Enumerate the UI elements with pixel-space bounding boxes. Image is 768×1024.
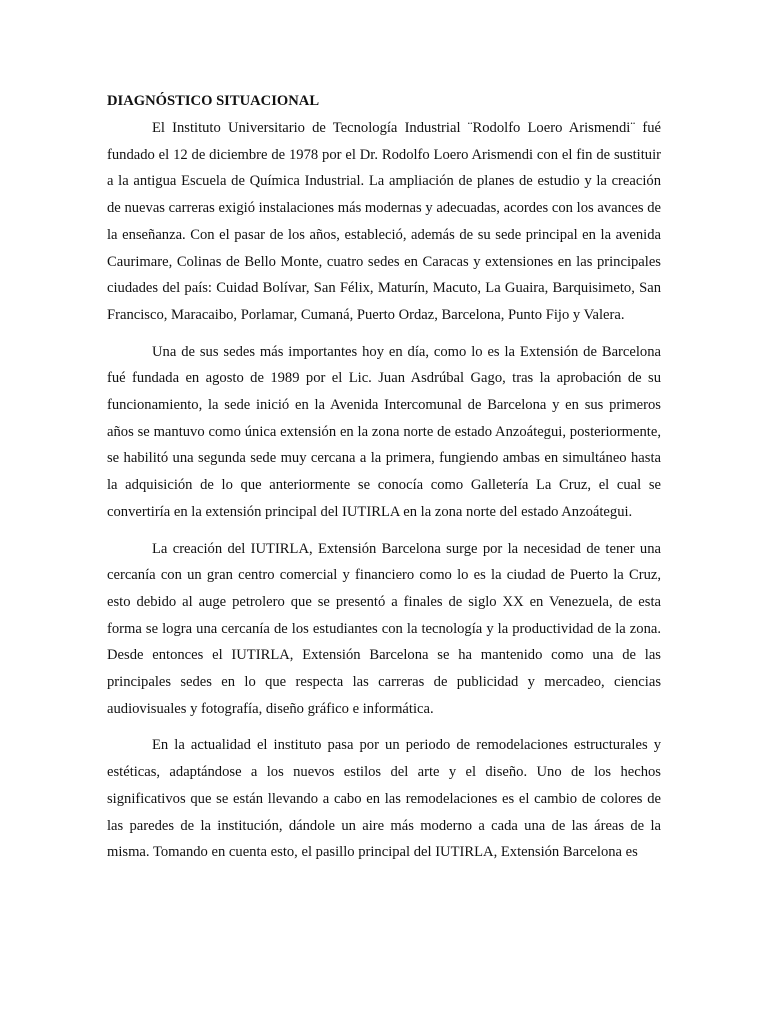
paragraph-current-situation: En la actualidad el instituto pasa por un periodo de remodelaciones estructurales y estéticas, adaptándose a los nuevos estilos del arte y el diseño. Uno de los hechos significativos que se están llevando a cabo en las remodelaciones es el cambio de colores de las paredes de la institución, dándole un aire más moderno a cada una de las áreas de la misma. Tomando en cuenta esto, el pasillo principal del IUTIRLA, Extensión Barcelona es (107, 737, 661, 861)
paragraph-creation: La creación del IUTIRLA, Extensión Barcelona surge por la necesidad de tener una cercanía con un gran centro comercial y financiero como lo es la ciudad de Puerto la Cruz, esto debido al auge petrolero que se presentó a finales de siglo XX en Venezuela, de esta forma se logra una cercanía de los estudiantes con la tecnología y la productividad de la zona. Desde entonces el IUTIRLA, Extensión Barcelona se ha mantenido como una de las principales sedes en lo que respecta las carreras de publicidad y mercadeo, ciencias audiovisuales y fotografía, diseño gráfico e informática. (107, 540, 661, 717)
document-body (107, 90, 661, 876)
paragraph-barcelona-extension: Una de sus sedes más importantes hoy en día, como lo es la Extensión de Barcelona fué fundada en agosto de 1989 por el Lic. Juan Asdrúbal Gago, tras la aprobación de su funcionamiento, la sede inició en la Avenida Intercomunal de Barcelona y en sus primeros años se mantuvo como única extensión en la zona norte de estado Anzoátegui, posteriormente, se habilitó una segunda sede muy cercana a la primera, fungiendo ambas en simultáneo hasta la adquisición de lo que anteriormente se conocía como Galletería La Cruz, el cual se convertiría en la extensión principal del IUTIRLA en la zona norte del estado Anzoátegui. (107, 343, 661, 520)
section-heading: DIAGNÓSTICO SITUACIONAL (107, 93, 320, 109)
paragraph-history: El Instituto Universitario de Tecnología Industrial ¨Rodolfo Loero Arismendi¨ fué fundado el 12 de diciembre de 1978 por el Dr. Rodolfo Loero Arismendi con el fin de sustituir a la antigua Escuela de Química Industrial. La ampliación de planes de estudio y la creación de nuevas carreras exigió instalaciones más modernas y adecuadas, acordes con los avances de la enseñanza. Con el pasar de los años, estableció, además de su sede principal en la avenida Caurimare, Colinas de Bello Monte, cuatro sedes en Caracas y extensiones en las principales ciudades del país: Cuidad Bolívar, San Félix, Maturín, Macuto, La Guaira, Barquisimeto, San Francisco, Maracaibo, Porlamar, Cumaná, Puerto Ordaz, Barcelona, Punto Fijo y Valera. (107, 120, 661, 323)
